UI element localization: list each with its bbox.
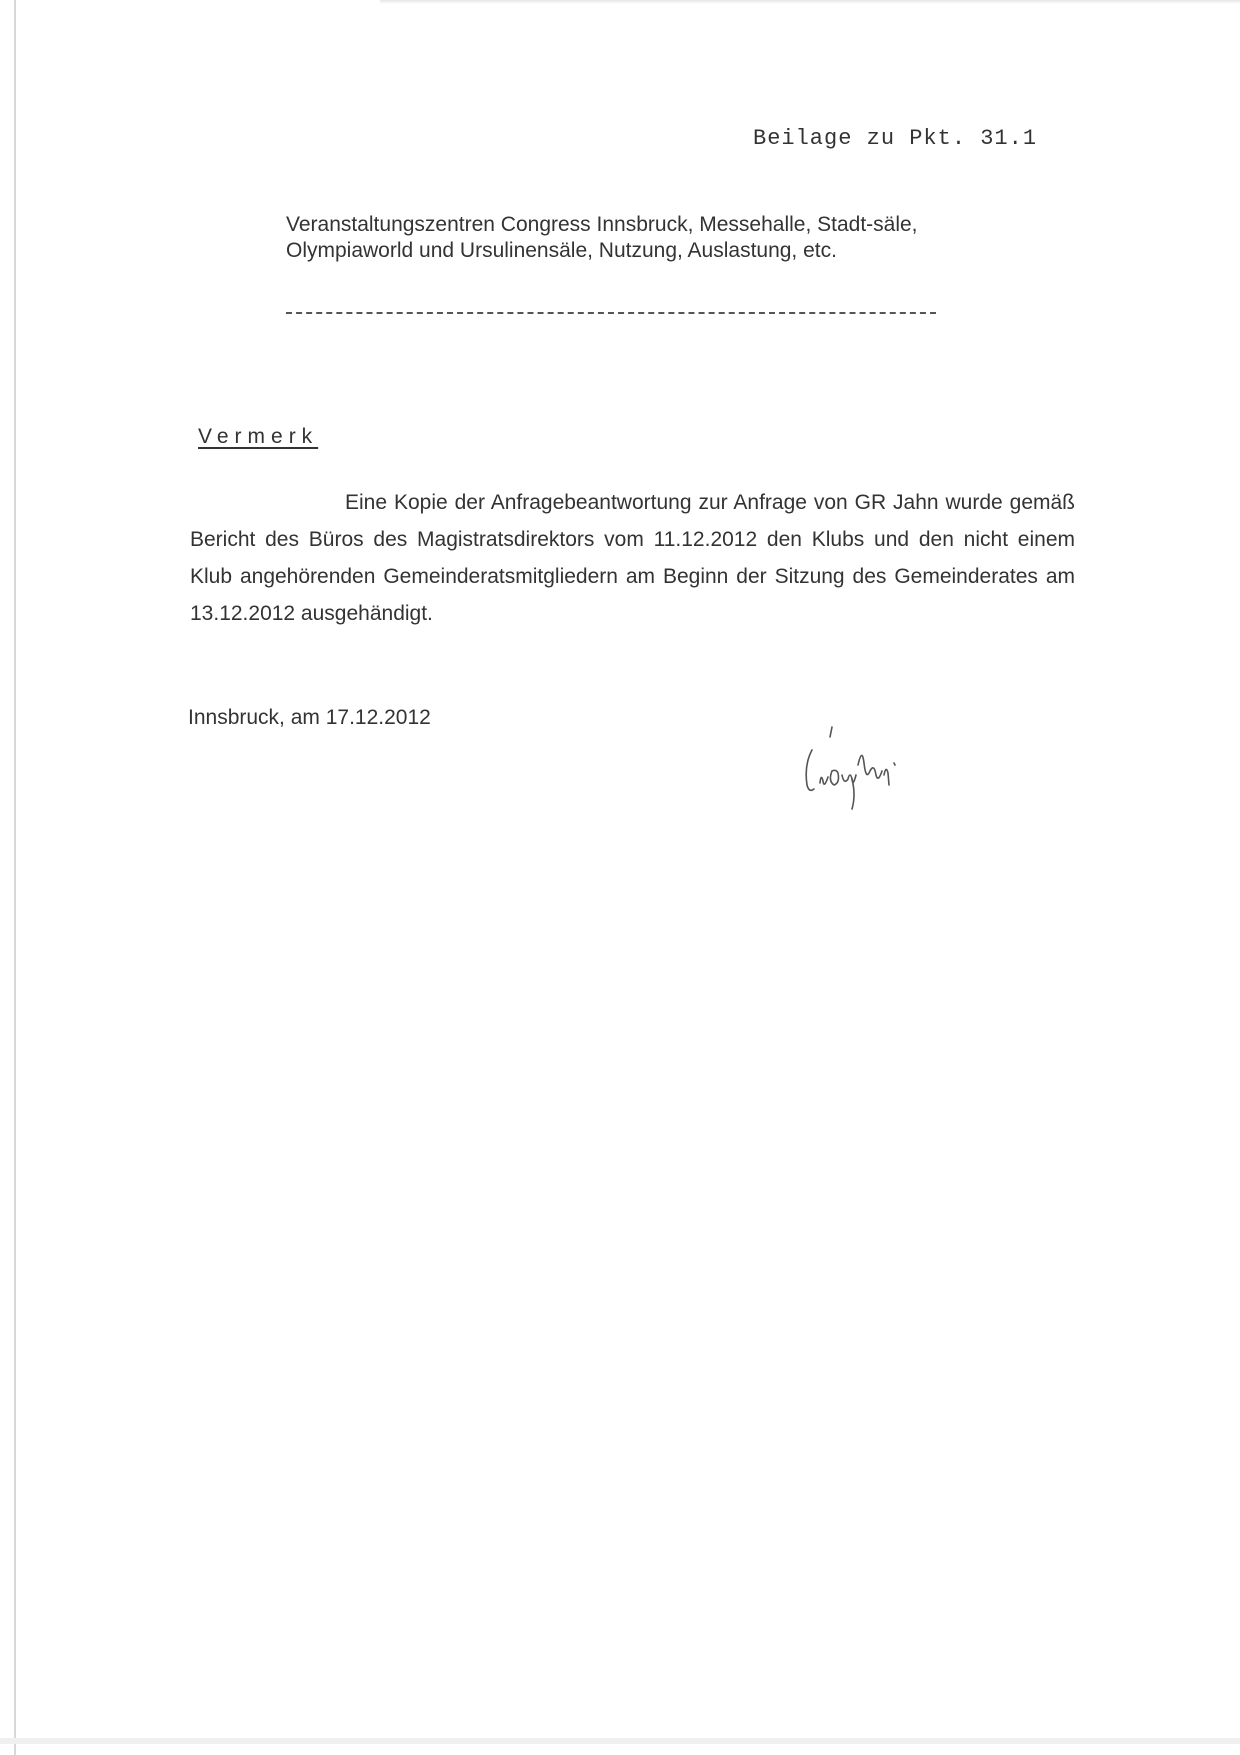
scan-edge-left	[14, 0, 16, 1755]
attachment-reference: Beilage zu Pkt. 31.1	[753, 126, 1038, 151]
separator-dashed-line	[286, 312, 936, 314]
note-heading: Vermerk	[198, 425, 319, 448]
subject-line: Veranstaltungszentren Congress Innsbruck, Messehalle, Stadt-säle, Olympiaworld und Ursulinensäle, Nutzung, Auslastung, etc.	[286, 213, 918, 262]
signature-icon	[790, 705, 940, 815]
scan-edge-bottom	[0, 1738, 1240, 1744]
scan-edge-top	[380, 0, 1240, 4]
place-date: Innsbruck, am 17.12.2012	[188, 706, 431, 729]
note-body: Eine Kopie der Anfragebeantwortung zur Anfrage von GR Jahn wurde gemäß Bericht des Büros des Magistratsdirektors vom 11.12.2012 den Klubs und den nicht einem Klub angehörenden Gemeinderatsmitgliedern am Beginn der Sitzung des Gemeinderates am 13.12.2012 ausgehändigt.	[190, 491, 1075, 625]
